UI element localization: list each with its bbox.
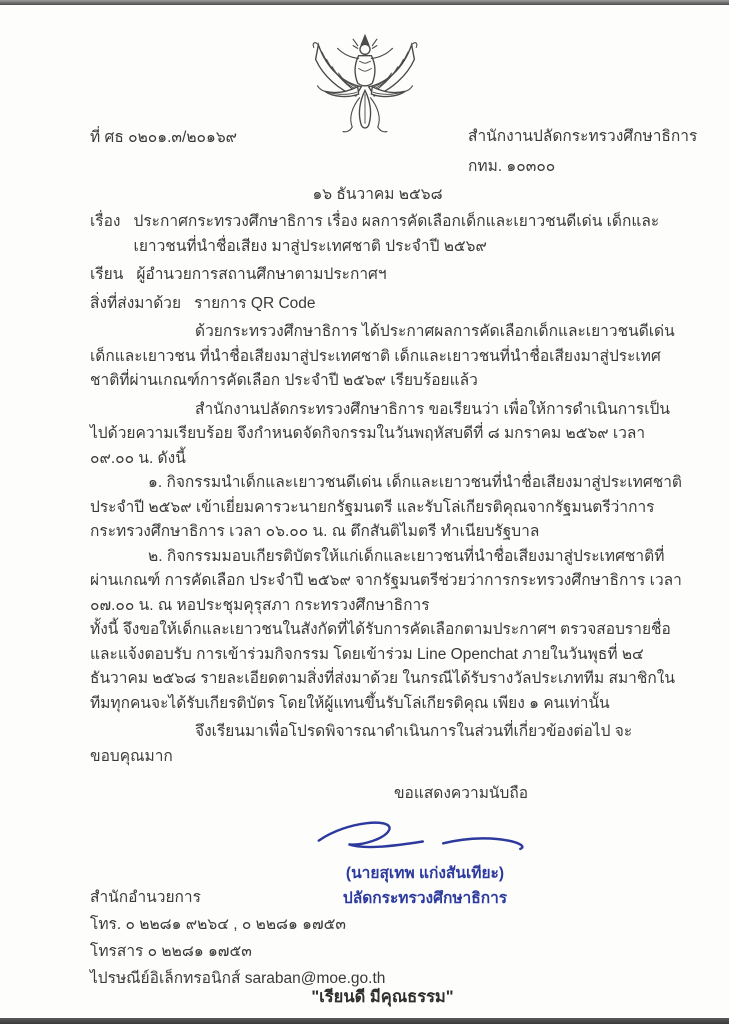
footer-contact: [90, 884, 385, 992]
subject-label: เรื่อง: [90, 213, 121, 230]
recipient-row: [90, 263, 682, 288]
attachment-text: รายการ QR Code: [194, 294, 316, 312]
footer-fax: โทรสาร ๐ ๒๒๘๑ ๑๗๕๓: [90, 943, 252, 960]
subject-row: [90, 210, 682, 259]
attachment-row: [90, 292, 682, 317]
list-item-activity-2: ๒. กิจกรรมมอบเกียรติบัตรให้แก่เด็กและเยาวชนที่นำชื่อเสียงมาสู่ประเทศชาติที่ผ่านเกณฑ์ การคัดเลือก ประจำปี ๒๕๖๙ จากรัฐมนตรีช่วยว่าการกระทรวงศึกษาธิการ เวลา ๐๗.๐๐ น. ณ หอประชุมคุรุสภา กระทรวงศึกษาธิการ: [90, 547, 682, 614]
footer-email: ไปรษณีย์อิเล็กทรอนิกส์ saraban@moe.go.th: [90, 970, 386, 987]
paragraph-closing: จึงเรียนมาเพื่อโปรดพิจารณาดำเนินการในส่วนที่เกี่ยวข้องต่อไป จะขอบคุณมาก: [90, 723, 633, 765]
paragraph-announcement: ด้วยกระทรวงศึกษาธิการ ได้ประกาศผลการคัดเลือกเด็กและเยาวชนดีเด่น เด็กและเยาวชน ที่นำชื่อเสียงมาสู่ประเทศชาติ เด็กและเยาวชนที่นำชื่อเสียงมาสู่ประเทศชาติที่ผ่านเกณฑ์การคัดเลือก ประจำปี ๒๕๖๙ เรียบร้อยแล้ว: [90, 323, 675, 389]
subject-text: ประกาศกระทรวงศึกษาธิการ เรื่อง ผลการคัดเลือกเด็กและเยาวชนดีเด่น เด็กและเยาวชนที่นำชื่อเสียง มาสู่ประเทศชาติ ประจำปี ๒๕๖๙: [133, 213, 660, 255]
reference-number: ที่ ศธ ๐๒๐๑.๓/๒๐๑๖๙: [90, 129, 238, 146]
paragraph-schedule: สำนักงานปลัดกระทรวงศึกษาธิการ ขอเรียนว่า เพื่อให้การดำเนินการเป็นไปด้วยความเรียบร้อย จึงกำหนดจัดกิจกรรมในวันพฤหัสบดีที่ ๘ มกราคม ๒๕๖๙ เวลา ๐๙.๐๐ น. ดังนี้: [90, 400, 670, 467]
office-name: สำนักงานปลัดกระทรวงศึกษาธิการ: [468, 128, 698, 145]
letter-body: [90, 206, 682, 911]
recipient-text: ผู้อำนวยการสถานศึกษาตามประกาศฯ: [136, 266, 387, 283]
signer-title: ปลัดกระทรวงศึกษาธิการ: [342, 889, 508, 907]
paragraph-instructions: ทั้งนี้ จึงขอให้เด็กและเยาวชนในสังกัดที่ได้รับการคัดเลือกตามประกาศฯ ตรวจสอบรายชื่อ และแจ้งตอบรับ การเข้าร่วมกิจกรรม โดยเข้าร่วม Line Openchat ภายในวันพุธที่ ๒๔ ธันวาคม ๒๕๖๘ รายละเอียดตามสิ่งที่ส่งมาด้วย ในกรณีได้รับรางวัลประเภททีม สมาชิกในทีมทุกคนจะได้รับเกียรติบัตร โดยให้ผู้แทนขึ้นรับโล่เกียรติคุณ เพียง ๑ คนเท่านั้น: [90, 621, 675, 712]
signer-name: (นายสุเทพ แก่งสันเทียะ): [345, 864, 505, 882]
scan-artifact-top: [0, 0, 729, 5]
attachment-label: สิ่งที่ส่งมาด้วย: [90, 294, 182, 312]
ministry-motto: "เรียนดี มีคุณธรรม": [311, 988, 454, 1006]
footer-department: สำนักอำนวยการ: [90, 889, 201, 906]
office-address: [468, 122, 697, 182]
footer-phone: โทร. ๐ ๒๒๘๑ ๙๒๖๔ , ๐ ๒๒๘๑ ๑๗๕๓: [90, 916, 346, 933]
recipient-label: เรียน: [90, 266, 124, 283]
office-postal: กทม. ๑๐๓๐๐: [468, 158, 556, 175]
garuda-emblem-icon: [301, 32, 429, 158]
list-item-activity-1: ๑. กิจกรรมนำเด็กและเยาวชนดีเด่น เด็กและเยาวชนที่นำชื่อเสียงมาสู่ประเทศชาติ ประจำปี ๒๕๖๙ เข้าเยี่ยมคารวะนายกรัฐมนตรี และรับโล่เกียรติคุณจากรัฐมนตรีว่าการกระทรวงศึกษาธิการ เวลา ๐๖.๐๐ น. ณ ตึกสันติไมตรี ทำเนียบรัฐบาล: [90, 474, 683, 540]
salutation: ขอแสดงความนับถือ: [393, 785, 529, 802]
scan-artifact-bottom: [0, 1018, 729, 1024]
handwritten-signature: [295, 809, 545, 861]
letter-date: ๑๖ ธันวาคม ๒๕๖๘: [312, 186, 443, 203]
